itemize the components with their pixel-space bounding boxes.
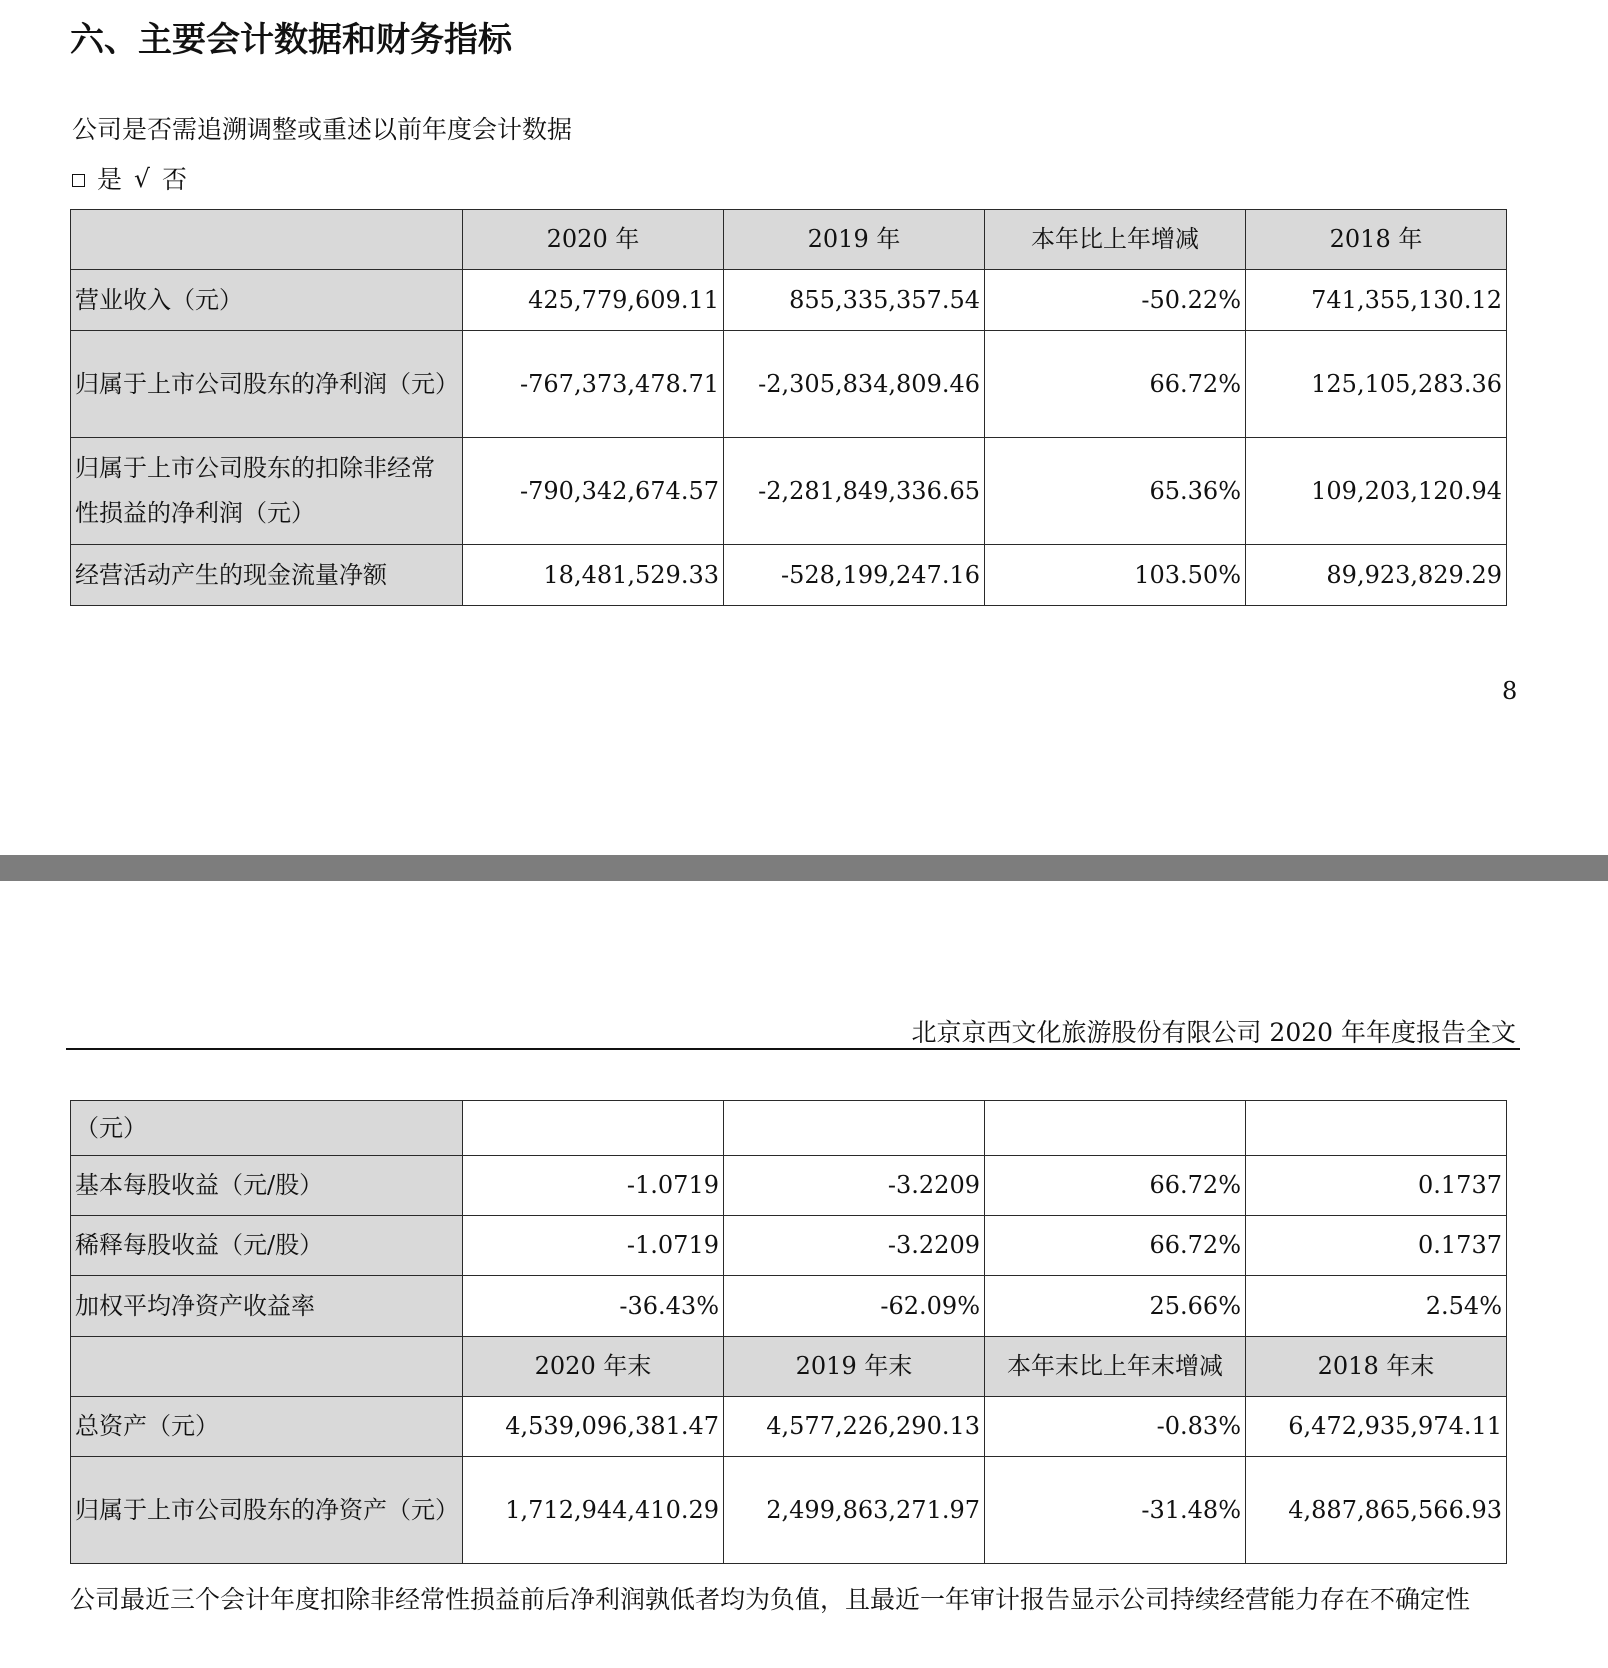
subheader-cell-change: 本年末比上年末增减 <box>985 1337 1246 1397</box>
table-cell: 65.36% <box>985 438 1246 545</box>
table-cell: 855,335,357.54 <box>724 270 985 331</box>
table-cell <box>985 1101 1246 1156</box>
table-header-row <box>71 210 1507 270</box>
table-cell: -62.09% <box>724 1276 985 1337</box>
table-cell: 1,712,944,410.29 <box>463 1457 724 1564</box>
subheader-cell-2020-end: 2020 年末 <box>463 1337 724 1397</box>
table-cell: -2,281,849,336.65 <box>724 438 985 545</box>
table-cell: 425,779,609.11 <box>463 270 724 331</box>
table-row <box>71 1101 1507 1156</box>
check-mark: √ <box>134 163 150 193</box>
row-label-revenue: 营业收入（元） <box>71 270 463 331</box>
table-row <box>71 1397 1507 1457</box>
table-cell: 18,481,529.33 <box>463 545 724 606</box>
table-cell: 66.72% <box>985 1216 1246 1276</box>
row-label-net-assets: 归属于上市公司股东的净资产（元） <box>71 1457 463 1564</box>
subheader-cell-2019-end: 2019 年末 <box>724 1337 985 1397</box>
table-cell: -3.2209 <box>724 1156 985 1216</box>
table-row <box>71 1156 1507 1216</box>
table-cell: 103.50% <box>985 545 1246 606</box>
header-cell-2020: 2020 年 <box>463 210 724 270</box>
row-label-total-assets: 总资产（元） <box>71 1397 463 1457</box>
table-cell: 109,203,120.94 <box>1246 438 1507 545</box>
table-row <box>71 1216 1507 1276</box>
table-cell: 4,577,226,290.13 <box>724 1397 985 1457</box>
table-cell: -528,199,247.16 <box>724 545 985 606</box>
table-cell <box>1246 1101 1507 1156</box>
table-cell: 125,105,283.36 <box>1246 331 1507 438</box>
table-cell <box>724 1101 985 1156</box>
subheader-cell-blank <box>71 1337 463 1397</box>
table-row <box>71 1457 1507 1564</box>
table-cell: 2,499,863,271.97 <box>724 1457 985 1564</box>
restatement-answer <box>72 160 187 196</box>
subheader-cell-2018-end: 2018 年末 <box>1246 1337 1507 1397</box>
answer-no-label: 否 <box>161 165 187 194</box>
table-cell: 4,887,865,566.93 <box>1246 1457 1507 1564</box>
table-row <box>71 545 1507 606</box>
header-cell-2018: 2018 年 <box>1246 210 1507 270</box>
table-cell: 2.54% <box>1246 1276 1507 1337</box>
table-cell: -1.0719 <box>463 1156 724 1216</box>
answer-yes-label: 是 <box>97 165 123 194</box>
table-cell: 25.66% <box>985 1276 1246 1337</box>
row-label-operating-cash-flow: 经营活动产生的现金流量净额 <box>71 545 463 606</box>
row-label-continued: （元） <box>71 1101 463 1156</box>
table-row <box>71 270 1507 331</box>
row-label-diluted-eps: 稀释每股收益（元/股） <box>71 1216 463 1276</box>
table-cell: -767,373,478.71 <box>463 331 724 438</box>
header-rule <box>66 1048 1520 1050</box>
row-label-net-profit: 归属于上市公司股东的净利润（元） <box>71 331 463 438</box>
page-number: 8 <box>1502 677 1518 705</box>
table-row <box>71 331 1507 438</box>
table-cell <box>463 1101 724 1156</box>
table-cell: 0.1737 <box>1246 1156 1507 1216</box>
table-cell: 6,472,935,974.11 <box>1246 1397 1507 1457</box>
table-cell: -0.83% <box>985 1397 1246 1457</box>
table-cell: -2,305,834,809.46 <box>724 331 985 438</box>
table-cell: -790,342,674.57 <box>463 438 724 545</box>
table-cell: 66.72% <box>985 1156 1246 1216</box>
row-label-weighted-roe: 加权平均净资产收益率 <box>71 1276 463 1337</box>
table-cell: -1.0719 <box>463 1216 724 1276</box>
table-cell: 89,923,829.29 <box>1246 545 1507 606</box>
header-cell-blank <box>71 210 463 270</box>
table-cell: 741,355,130.12 <box>1246 270 1507 331</box>
table-subheader-row <box>71 1337 1507 1397</box>
table-cell: -3.2209 <box>724 1216 985 1276</box>
table-cell: 0.1737 <box>1246 1216 1507 1276</box>
row-label-adjusted-net-profit: 归属于上市公司股东的扣除非经常性损益的净利润（元） <box>71 438 463 545</box>
header-cell-2019: 2019 年 <box>724 210 985 270</box>
restatement-question: 公司是否需追溯调整或重述以前年度会计数据 <box>72 115 573 144</box>
page-separator <box>0 855 1608 881</box>
table-cell: -50.22% <box>985 270 1246 331</box>
row-label-basic-eps: 基本每股收益（元/股） <box>71 1156 463 1216</box>
going-concern-footnote: 公司最近三个会计年度扣除非经常性损益前后净利润孰低者均为负值，且最近一年审计报告显示公司持续经营能力存在不确定性 <box>70 1585 1471 1614</box>
financial-data-table-part1 <box>70 209 1507 606</box>
unchecked-box-icon <box>72 174 85 187</box>
table-row <box>71 1276 1507 1337</box>
running-header: 北京京西文化旅游股份有限公司 2020 年年度报告全文 <box>911 1018 1516 1047</box>
table-cell: 4,539,096,381.47 <box>463 1397 724 1457</box>
table-row <box>71 438 1507 545</box>
table-cell: -31.48% <box>985 1457 1246 1564</box>
financial-data-table-part2 <box>70 1100 1507 1564</box>
table-cell: 66.72% <box>985 331 1246 438</box>
header-cell-change: 本年比上年增减 <box>985 210 1246 270</box>
table-cell: -36.43% <box>463 1276 724 1337</box>
section-title: 六、主要会计数据和财务指标 <box>70 20 512 60</box>
